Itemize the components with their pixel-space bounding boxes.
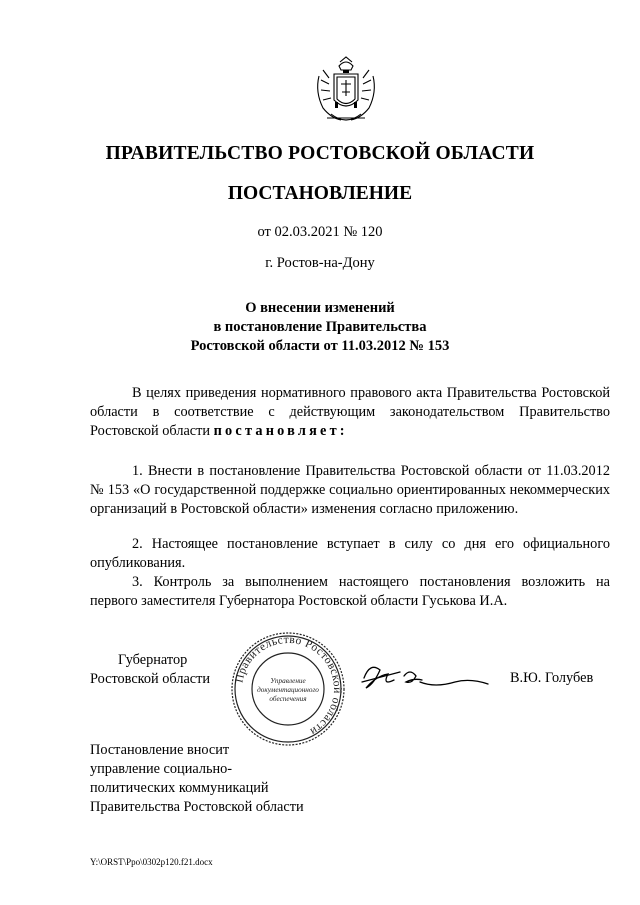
governor-title-line-2: Ростовской области [90,671,211,687]
introducer-line-1: Постановление вносит [90,742,230,758]
document-city: г. Ростов-на-Дону [265,255,375,271]
document-subject [0,299,640,356]
organization-title: ПРАВИТЕЛЬСТВО РОСТОВСКОЙ ОБЛАСТИ [105,143,535,164]
governor-name: В.Ю. Голубев [510,670,594,686]
introducer-line-4: Правительства Ростовской области [90,799,304,815]
handwritten-signature-icon [360,658,500,698]
subject-line-2: в постановление Правительства [213,319,427,335]
item-2-paragraph: 2. Настоящее постановление вступает в силу со дня его официального опубликования. [90,536,610,571]
item-3-paragraph: 3. Контроль за выполнением настоящего постановления возложить на первого заместителя Губернатора Ростовской области Гуськова И.А. [90,574,610,609]
introducer-line-3: политических коммуникаций [90,780,269,796]
footer-file-path: Y:\ORST\Ppo\0302p120.f21.docx [90,857,213,867]
item-1-paragraph: 1. Внести в постановление Правительства Ростовской области от 11.03.2012 № 153 «О государственной поддержке социально ориентированных некоммерческих организаций в Ростовской области» изменения согласно приложению. [90,463,610,517]
subject-line-3: Ростовской области от 11.03.2012 № 153 [190,338,450,354]
official-seal [229,630,347,748]
document-date-number: от 02.03.2021 № 120 [257,224,383,240]
subject-line-1: О внесении изменений [245,300,395,316]
seal-outer-text: Правительство Ростовской области [233,633,344,738]
seal-inner-line-1: Управление [270,677,306,685]
introducer-block [90,741,390,817]
governor-title [90,651,210,689]
decree-word: постановляет: [213,423,348,439]
seal-inner-line-2: документационного [257,686,319,694]
governor-title-line-1: Губернатор [118,652,188,668]
preamble-text: В целях приведения нормативного правового акта Правительства Ростовской области в соответствие с действующим законодательством Правительство Ростовской области [90,385,610,439]
preamble-paragraph [90,384,610,441]
introducer-line-2: управление социально- [90,761,233,777]
seal-inner-line-3: обеспечения [269,695,307,703]
coat-of-arms-icon [313,56,379,128]
document-type-heading: ПОСТАНОВЛЕНИЕ [227,183,413,204]
